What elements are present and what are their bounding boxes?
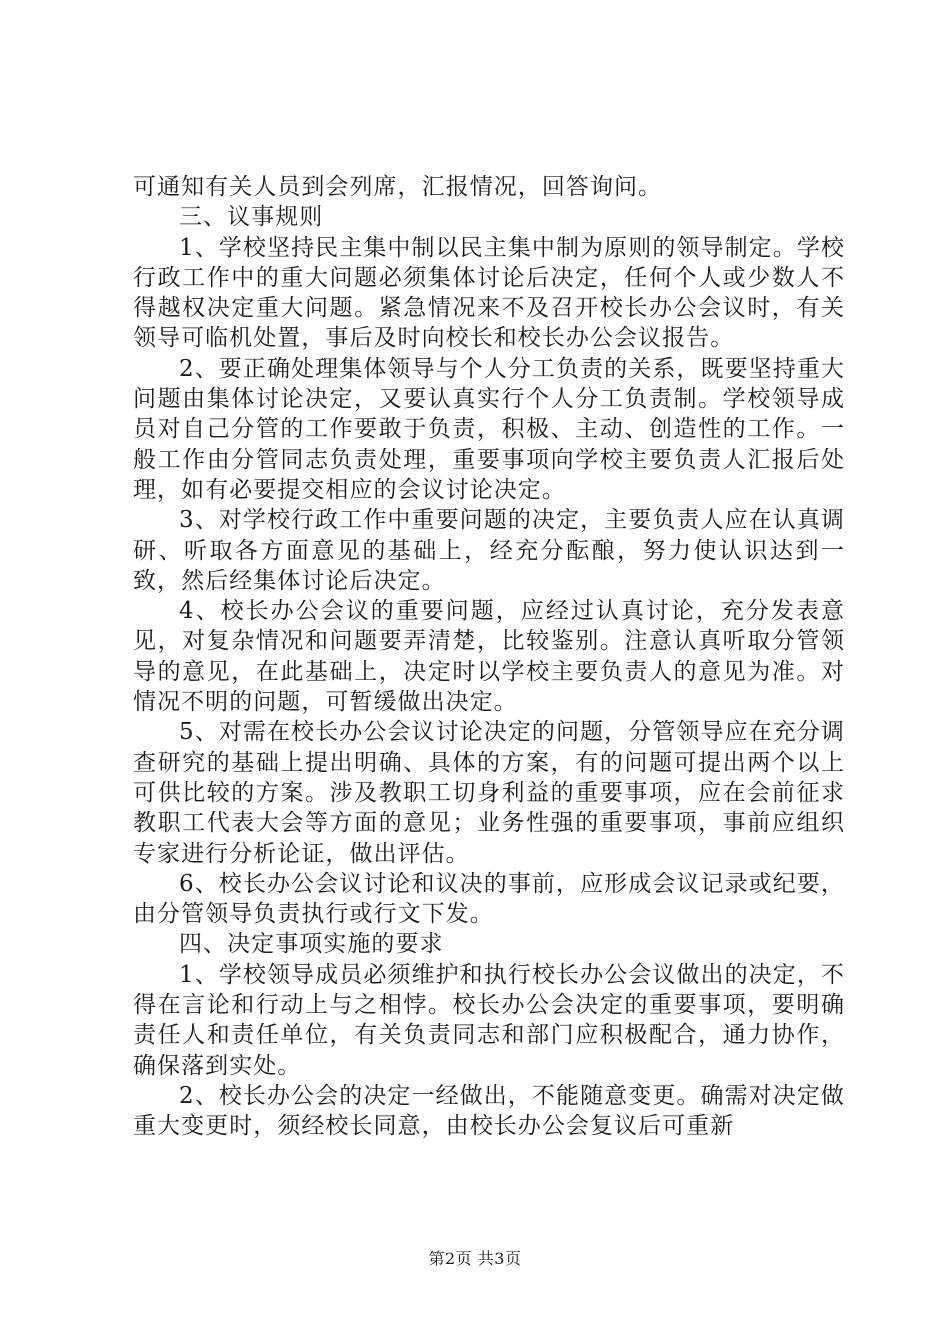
implementation-paragraph-1: 1、学校领导成员必须维护和执行校长办公会议做出的决定，不得在言论和行动上与之相悖。校长办公会决定的重要事项，要明确责任人和责任单位，有关负责同志和部门应积极配合，通力协作，确保落到实处。	[133, 961, 845, 1079]
paragraph-continuation: 可通知有关人员到会列席，汇报情况，回答询问。	[133, 174, 663, 200]
section-heading-implementation: 四、决定事项实施的要求	[179, 931, 444, 958]
rule-paragraph-3: 3、对学校行政工作中重要问题的决定，主要负责人应在认真调研、听取各方面意见的基础上，经充分酝酿，努力使认识达到一致，然后经集体讨论后决定。	[133, 507, 845, 594]
implementation-paragraph-2: 2、校长办公会的决定一经做出，不能随意变更。确需对决定做重大变更时，须经校长同意，由校长办公会复议后可重新	[133, 1082, 845, 1140]
rule-paragraph-1: 1、学校坚持民主集中制以民主集中制为原则的领导制定。学校行政工作中的重大问题必须集体讨论后决定，任何个人或少数人不得越权决定重大问题。紧急情况来不及召开校长办公会议时，有关领导可临机处置，事后及时向校长和校长办公会议报告。	[133, 234, 845, 352]
rule-paragraph-2: 2、要正确处理集体领导与个人分工负责的关系，既要坚持重大问题由集体讨论决定，又要认真实行个人分工负责制。学校领导成员对自己分管的工作要敢于负责，积极、主动、创造性的工作。一般工作由分管同志负责处理，重要事项向学校主要负责人汇报后处理，如有必要提交相应的会议讨论决定。	[133, 355, 845, 503]
page-footer: 第2页 共3页	[428, 1249, 522, 1268]
document-body	[133, 172, 845, 1142]
rule-paragraph-5: 5、对需在校长办公会议讨论决定的问题，分管领导应在充分调查研究的基础上提出明确、具体的方案，有的问题可提出两个以上可供比较的方案。涉及教职工切身利益的重要事项，应在会前征求教职工代表大会等方面的意见；业务性强的重要事项，事前应组织专家进行分析论证，做出评估。	[133, 719, 845, 867]
section-heading-rules: 三、议事规则	[179, 204, 324, 231]
rule-paragraph-6: 6、校长办公会议讨论和议决的事前，应形成会议记录或纪要，由分管领导负责执行或行文下发。	[133, 870, 845, 928]
rule-paragraph-4: 4、校长办公会议的重要问题，应经过认真讨论，充分发表意见，对复杂情况和问题要弄清楚，比较鉴别。注意认真听取分管领导的意见，在此基础上，决定时以学校主要负责人的意见为准。对情况不明的问题，可暂缓做出决定。	[133, 598, 845, 716]
